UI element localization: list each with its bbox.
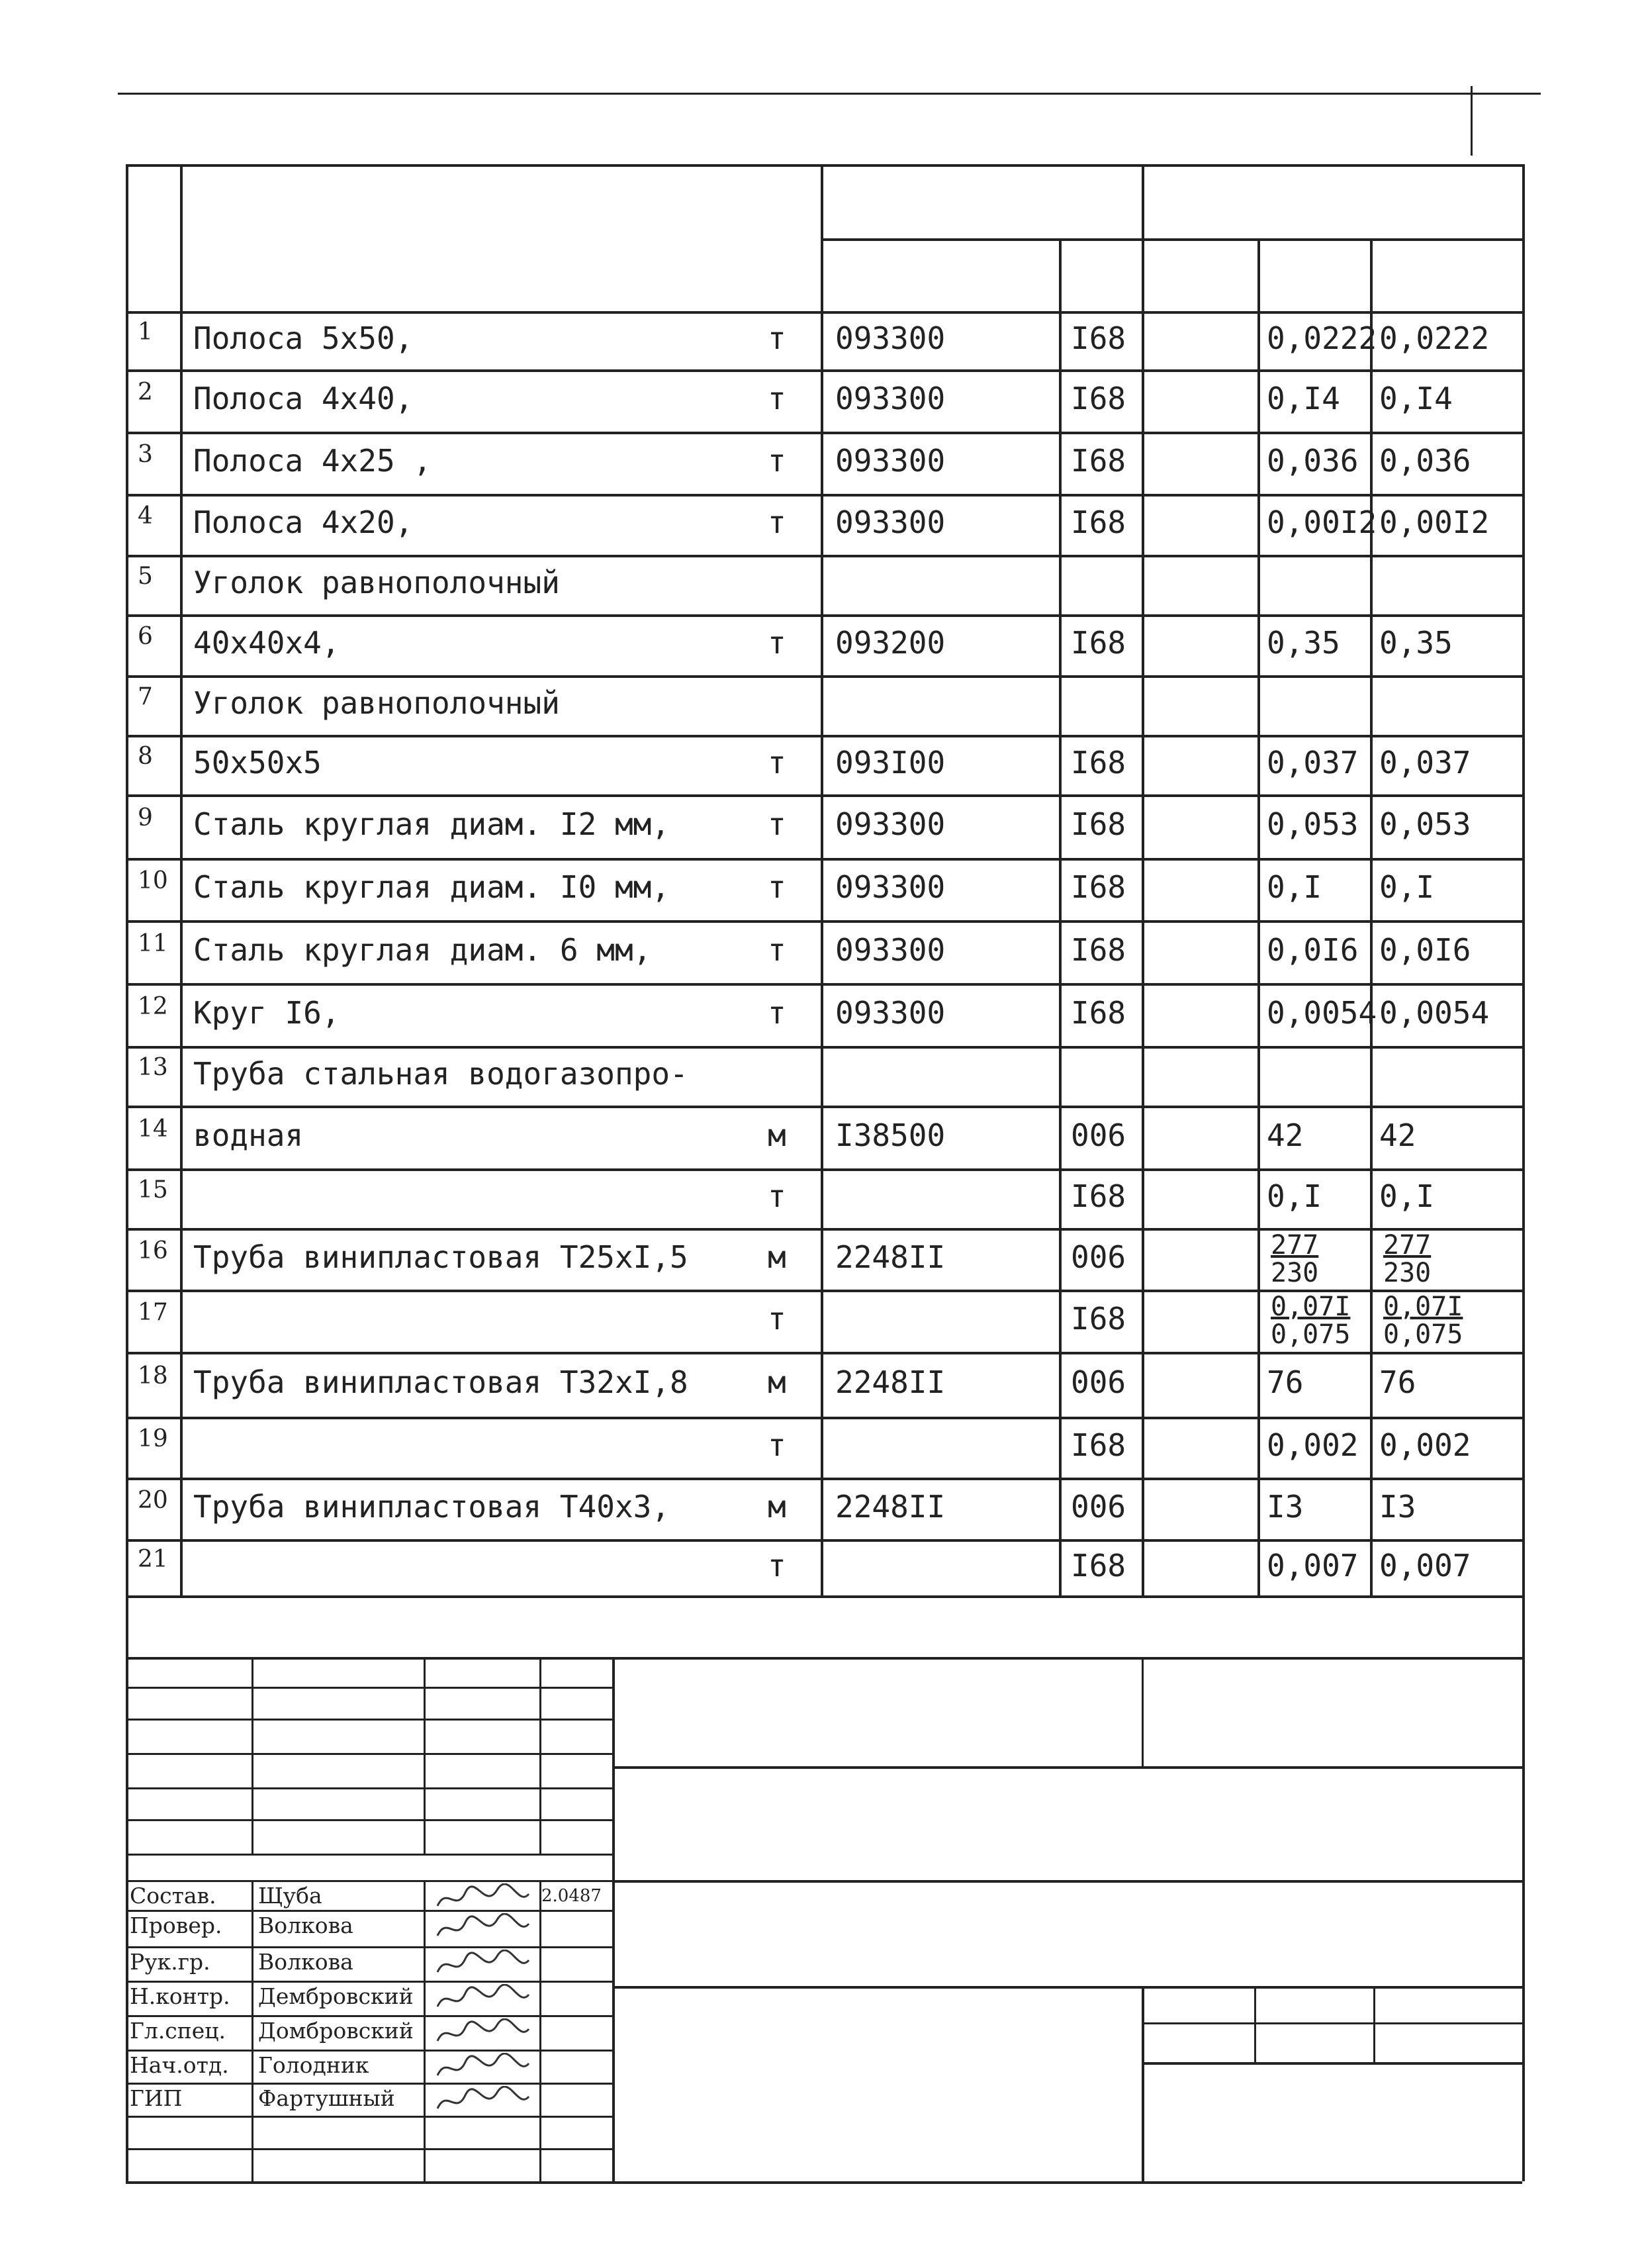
grid-vline [424, 1657, 426, 1854]
grid-hline [126, 1106, 1522, 1108]
material-name: Труба стальная водогазопро- [193, 1056, 688, 1092]
material-code: 093300 [835, 806, 946, 842]
material-name: Уголок равнополочный [193, 565, 560, 600]
unit-code: 006 [1071, 1364, 1126, 1400]
quantity-total: 0,0054 [1379, 994, 1490, 1031]
grid-vline [539, 1880, 541, 2181]
top-rule [118, 93, 1541, 95]
grid-vline [424, 1880, 426, 2181]
row-number: 8 [138, 743, 153, 770]
material-code: 2248II [835, 1364, 946, 1400]
measure-unit: м [768, 1239, 786, 1275]
unit-code: I68 [1071, 1301, 1126, 1337]
quantity-total: 0,I [1379, 1178, 1435, 1214]
quantity-ind: 0,0054 [1267, 994, 1377, 1031]
quantity-total-alt: 230 [1383, 1258, 1432, 1288]
material-code: 093200 [835, 625, 946, 661]
unit-code: I68 [1071, 625, 1126, 661]
measure-unit: м [768, 1488, 786, 1525]
quantity-total: 0,053 [1379, 806, 1471, 842]
material-name: Труба винипластовая Т25хI,5 [193, 1239, 688, 1275]
grid-vline [1142, 164, 1144, 1595]
grid-hline [126, 1046, 1522, 1049]
quantity-ind: 0,07I [1271, 1292, 1351, 1322]
row-number: 19 [138, 1425, 168, 1452]
unit-code: I68 [1071, 869, 1126, 905]
material-code: 093300 [835, 931, 946, 968]
quantity-ind: 76 [1267, 1364, 1304, 1400]
quantity-total: 0,I4 [1379, 381, 1453, 416]
material-name: Труба винипластовая Т40х3, [193, 1488, 670, 1525]
quantity-ind: 277 [1271, 1230, 1319, 1260]
quantity-ind: 0,002 [1267, 1427, 1359, 1463]
unit-code: 006 [1071, 1488, 1126, 1525]
quantity-ind: 0,036 [1267, 443, 1359, 479]
material-name: Сталь круглая диам. 6 мм, [193, 931, 652, 968]
material-name: 50х50х5 [193, 745, 322, 780]
quantity-ind: 0,0222 [1267, 320, 1377, 356]
quantity-ind: 0,053 [1267, 806, 1359, 842]
measure-unit: т [768, 1178, 786, 1214]
quantity-total: I3 [1379, 1488, 1416, 1525]
quantity-total: 0,35 [1379, 625, 1453, 661]
measure-unit: т [768, 869, 786, 905]
unit-code: I68 [1071, 320, 1126, 356]
page-number-divider [1471, 86, 1473, 156]
grid-hline [126, 735, 1522, 737]
row-number: 10 [138, 867, 168, 894]
quantity-total: 0,037 [1379, 745, 1471, 780]
grid-vline [1522, 1595, 1525, 2181]
grid-hline [126, 1352, 1522, 1354]
grid-vline [126, 1595, 128, 2181]
row-number: 4 [138, 502, 153, 530]
unit-code: I68 [1071, 806, 1126, 842]
signature-name: Волкова [258, 1913, 353, 1938]
signature-name: Фартушный [258, 2085, 395, 2111]
material-name: Уголок равнополочный [193, 685, 560, 721]
signature-role: Гл.спец. [130, 2018, 226, 2044]
grid-hline [126, 794, 1522, 797]
grid-hline [612, 1766, 1522, 1769]
material-name: Полоса 5х50, [193, 320, 414, 356]
material-name: Труба винипластовая Т32хI,8 [193, 1364, 688, 1400]
quantity-total: 76 [1379, 1364, 1416, 1400]
measure-unit: т [768, 625, 786, 661]
row-number: 5 [138, 563, 153, 590]
row-number: 14 [138, 1115, 168, 1143]
grid-vline [180, 164, 183, 1595]
signature-scribble [433, 1950, 533, 1980]
material-name: водная [193, 1117, 304, 1153]
measure-unit: т [768, 504, 786, 540]
grid-hline [126, 164, 1522, 167]
material-name: Полоса 4х25 , [193, 443, 432, 479]
measure-unit: т [768, 994, 786, 1031]
quantity-ind-alt: 0,075 [1271, 1319, 1351, 1350]
unit-code: I68 [1071, 1427, 1126, 1463]
grid-vline [539, 1657, 541, 1854]
row-number: 6 [138, 623, 153, 650]
quantity-ind: 0,007 [1267, 1547, 1359, 1583]
quantity-ind: 0,0I6 [1267, 931, 1359, 968]
grid-hline [126, 983, 1522, 986]
row-number: 11 [138, 929, 168, 957]
material-code: I38500 [835, 1117, 946, 1153]
grid-hline [126, 920, 1522, 923]
signature-name: Голодник [258, 2052, 369, 2078]
unit-code: I68 [1071, 745, 1126, 780]
quantity-total: 0,0222 [1379, 320, 1490, 356]
signature-role: ГИП [130, 2085, 183, 2111]
material-code: 2248II [835, 1488, 946, 1525]
material-name: Сталь круглая диам. I0 мм, [193, 869, 670, 905]
grid-hline [126, 614, 1522, 617]
grid-hline [126, 1478, 1522, 1480]
row-number: 17 [138, 1299, 168, 1326]
material-code: 093300 [835, 994, 946, 1031]
measure-unit: т [768, 381, 786, 416]
signature-name: Волкова [258, 1949, 353, 1975]
material-code: 093I00 [835, 745, 946, 780]
unit-code: I68 [1071, 931, 1126, 968]
unit-code: 006 [1071, 1239, 1126, 1275]
signature-role: Провер. [130, 1913, 222, 1938]
unit-code: I68 [1071, 443, 1126, 479]
grid-vline [251, 1880, 253, 2181]
grid-vline [1522, 164, 1525, 1595]
signature-date: 2.0487 [541, 1886, 602, 1906]
row-number: 1 [138, 318, 153, 346]
grid-hline [1142, 2022, 1522, 2024]
measure-unit: т [768, 1301, 786, 1337]
unit-code: I68 [1071, 504, 1126, 540]
measure-unit: т [768, 1427, 786, 1463]
row-number: 7 [138, 683, 153, 710]
grid-hline [126, 1168, 1522, 1171]
quantity-ind: 42 [1267, 1117, 1304, 1153]
row-number: 20 [138, 1486, 168, 1514]
grid-hline [126, 675, 1522, 678]
grid-hline [126, 494, 1522, 496]
row-number: 16 [138, 1237, 168, 1264]
grid-vline [1373, 1986, 1375, 2062]
grid-hline [612, 1880, 1522, 1883]
signature-scribble [433, 1984, 533, 2014]
signature-role: Состав. [130, 1883, 216, 1909]
row-number: 15 [138, 1176, 168, 1204]
quantity-ind: 0,I [1267, 1178, 1322, 1214]
quantity-total-alt: 0,075 [1383, 1319, 1463, 1350]
signature-role: Рук.гр. [130, 1949, 210, 1975]
grid-hline [126, 369, 1522, 372]
row-number: 21 [138, 1545, 168, 1573]
quantity-total: 0,036 [1379, 443, 1471, 479]
row-number: 18 [138, 1362, 168, 1390]
grid-vline [821, 164, 823, 1595]
grid-vline [126, 164, 128, 1595]
grid-hline [126, 1417, 1522, 1419]
grid-vline [1370, 238, 1373, 1595]
grid-hline [126, 1854, 612, 1856]
quantity-ind: 0,I [1267, 869, 1322, 905]
material-name: Круг I6, [193, 994, 340, 1031]
unit-code: I68 [1071, 1178, 1126, 1214]
unit-code: I68 [1071, 381, 1126, 416]
signature-scribble [433, 2053, 533, 2083]
quantity-ind: 0,00I2 [1267, 504, 1377, 540]
material-code: 093300 [835, 869, 946, 905]
measure-unit: м [768, 1117, 786, 1153]
material-name: 40х40х4, [193, 625, 340, 661]
quantity-total: 277 [1383, 1230, 1432, 1260]
quantity-ind: 0,35 [1267, 625, 1340, 661]
measure-unit: т [768, 320, 786, 356]
signature-scribble [433, 1883, 533, 1914]
grid-hline [126, 311, 1522, 314]
material-code: 093300 [835, 320, 946, 356]
measure-unit: т [768, 745, 786, 780]
row-number: 3 [138, 441, 153, 468]
grid-hline [126, 858, 1522, 861]
signature-name: Щуба [258, 1883, 322, 1909]
row-number: 2 [138, 379, 153, 406]
quantity-total: 42 [1379, 1117, 1416, 1153]
grid-hline [126, 1539, 1522, 1542]
material-name: Полоса 4х20, [193, 504, 414, 540]
quantity-ind: I3 [1267, 1488, 1304, 1525]
grid-hline [126, 1595, 1522, 1598]
grid-vline [1142, 1657, 1144, 1766]
quantity-total: 0,07I [1383, 1292, 1463, 1322]
material-code: 093300 [835, 504, 946, 540]
grid-vline [1142, 1986, 1144, 2181]
row-number: 13 [138, 1054, 168, 1081]
signature-scribble [433, 2018, 533, 2049]
quantity-ind: 0,037 [1267, 745, 1359, 780]
quantity-total: 0,007 [1379, 1547, 1471, 1583]
measure-unit: т [768, 931, 786, 968]
grid-hline [126, 2181, 1522, 2184]
grid-vline [1257, 238, 1260, 1595]
signature-role: Нач.отд. [130, 2052, 229, 2078]
signature-name: Домбровский [258, 2018, 414, 2044]
material-code: 093300 [835, 381, 946, 416]
grid-vline [1059, 238, 1062, 1595]
unit-code: I68 [1071, 1547, 1126, 1583]
unit-code: I68 [1071, 994, 1126, 1031]
measure-unit: м [768, 1364, 786, 1400]
material-name: Сталь круглая диам. I2 мм, [193, 806, 670, 842]
material-name: Полоса 4х40, [193, 381, 414, 416]
row-number: 12 [138, 992, 168, 1020]
signature-scribble [433, 2086, 533, 2116]
measure-unit: т [768, 443, 786, 479]
signature-name: Дембровский [258, 1983, 414, 2009]
quantity-total: 0,0I6 [1379, 931, 1471, 968]
grid-vline [251, 1657, 253, 1854]
grid-hline [126, 432, 1522, 434]
signature-scribble [433, 1913, 533, 1944]
measure-unit: т [768, 1547, 786, 1583]
quantity-total: 0,I [1379, 869, 1435, 905]
unit-code: 006 [1071, 1117, 1126, 1153]
grid-vline [612, 1657, 615, 2181]
grid-hline [126, 555, 1522, 557]
row-number: 9 [138, 804, 153, 831]
grid-hline [1142, 2062, 1522, 2065]
grid-vline [1254, 1986, 1256, 2062]
grid-hline [612, 1986, 1522, 1989]
quantity-ind: 0,I4 [1267, 381, 1340, 416]
quantity-ind-alt: 230 [1271, 1258, 1319, 1288]
signature-role: Н.контр. [130, 1983, 230, 2009]
quantity-total: 0,00I2 [1379, 504, 1490, 540]
grid-hline [126, 1657, 1522, 1660]
grid-hline [821, 238, 1522, 241]
material-code: 093300 [835, 443, 946, 479]
material-code: 2248II [835, 1239, 946, 1275]
quantity-total: 0,002 [1379, 1427, 1471, 1463]
measure-unit: т [768, 806, 786, 842]
